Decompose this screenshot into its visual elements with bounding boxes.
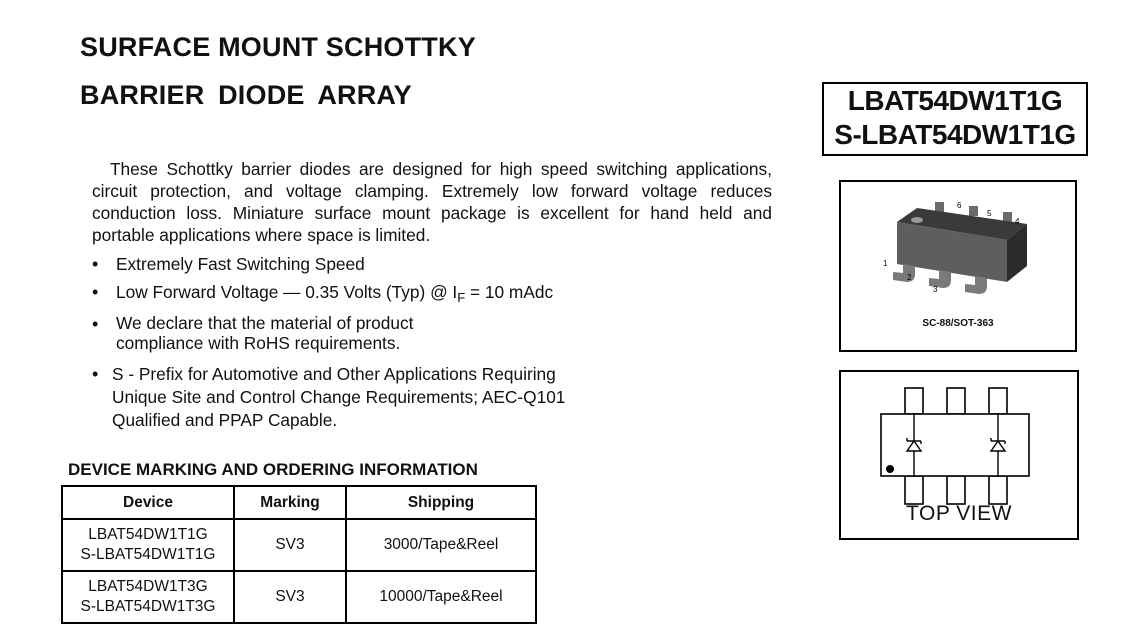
device-name: LBAT54DW1T1G bbox=[88, 526, 208, 543]
top-view-label: TOP VIEW bbox=[906, 502, 1012, 525]
pin-label-5: 5 bbox=[987, 209, 992, 218]
bullet-icon: • bbox=[92, 314, 99, 334]
feature-text-line2: Unique Site and Control Change Requirements; AEC-Q101 bbox=[112, 387, 566, 407]
marking-cell: SV3 bbox=[234, 519, 346, 571]
part-number-primary: LBAT54DW1T1G bbox=[847, 85, 1063, 116]
device-name: LBAT54DW1T3G bbox=[88, 578, 208, 595]
device-cell bbox=[62, 519, 234, 571]
feature-text-line1: We declare that the material of product bbox=[116, 313, 414, 333]
pin-label-6: 6 bbox=[957, 201, 962, 210]
feature-text bbox=[116, 281, 553, 305]
part-number-secondary: S-LBAT54DW1T1G bbox=[834, 119, 1076, 150]
feature-text: Extremely Fast Switching Speed bbox=[116, 254, 365, 274]
part-number-box bbox=[822, 82, 1088, 156]
bullet-icon: • bbox=[92, 364, 99, 384]
feature-text-line3: Qualified and PPAP Capable. bbox=[112, 410, 338, 430]
col-header-shipping: Shipping bbox=[346, 486, 536, 519]
marking-cell: SV3 bbox=[234, 571, 346, 623]
feature-text bbox=[112, 363, 565, 432]
feature-text-line2: compliance with RoHS requirements. bbox=[116, 333, 401, 353]
document-title-line2: BARRIER DIODE ARRAY bbox=[80, 80, 412, 110]
table-row bbox=[62, 571, 536, 623]
package-outline-box bbox=[839, 180, 1077, 352]
pin-label-1: 1 bbox=[883, 259, 888, 268]
bullet-icon: • bbox=[92, 282, 99, 302]
subscript-f: F bbox=[457, 290, 466, 305]
feature-text-main: Low Forward Voltage — 0.35 Volts (Typ) @ I bbox=[116, 282, 458, 302]
bullet-icon: • bbox=[92, 254, 99, 274]
device-name: S-LBAT54DW1T1G bbox=[80, 546, 216, 563]
ordering-heading: DEVICE MARKING AND ORDERING INFORMATION bbox=[68, 460, 478, 479]
device-name: S-LBAT54DW1T3G bbox=[80, 598, 216, 615]
document-title-line1: SURFACE MOUNT SCHOTTKY bbox=[80, 32, 476, 62]
col-header-device: Device bbox=[62, 486, 234, 519]
feature-text-tail: = 10 mAdc bbox=[465, 282, 554, 302]
shipping-cell: 10000/Tape&Reel bbox=[346, 571, 536, 623]
feature-text-line1: S - Prefix for Automotive and Other Applications Requiring bbox=[112, 364, 556, 384]
pin-label-2: 2 bbox=[907, 273, 912, 282]
pin-label-4: 4 bbox=[1015, 217, 1020, 226]
table-row bbox=[62, 519, 536, 571]
ordering-table bbox=[61, 485, 537, 624]
shipping-cell: 3000/Tape&Reel bbox=[346, 519, 536, 571]
package-label: SC-88/SOT-363 bbox=[922, 318, 994, 329]
pin-label-3: 3 bbox=[933, 285, 938, 294]
feature-text bbox=[116, 313, 413, 353]
intro-paragraph: These Schottky barrier diodes are designed for high speed switching applications, circuit protection, and voltage clamping. Extremely low forward voltage reduces conduction loss. Miniature surface mount package is excellent for hand held and portable applications where space is limited. bbox=[92, 159, 772, 245]
top-view-box bbox=[839, 370, 1079, 540]
col-header-marking: Marking bbox=[234, 486, 346, 519]
device-cell bbox=[62, 571, 234, 623]
table-header-row bbox=[62, 486, 536, 519]
